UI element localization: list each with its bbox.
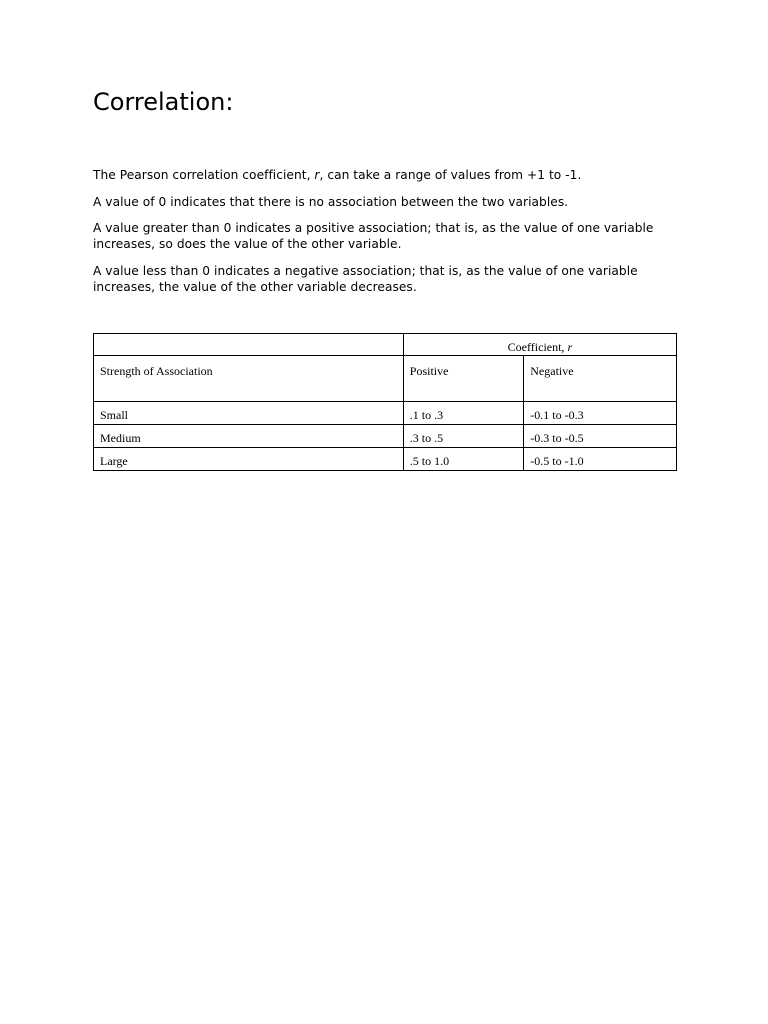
- strength-cell: Small: [94, 402, 404, 425]
- positive-cell: .3 to .5: [403, 425, 523, 448]
- strength-cell: Large: [94, 448, 404, 471]
- table-row: [94, 425, 677, 448]
- coefficient-symbol: r: [314, 168, 320, 182]
- positive-cell: .5 to 1.0: [403, 448, 523, 471]
- paragraph-positive: A value greater than 0 indicates a positive association; that is, as the value of one variable increases, so does the value of the other variable.: [93, 221, 654, 251]
- coefficient-header-cell: [403, 334, 676, 356]
- negative-cell: -0.5 to -1.0: [524, 448, 677, 471]
- strength-cell: Medium: [94, 425, 404, 448]
- paragraph-range-text-start: The Pearson correlation coefficient,: [93, 168, 315, 182]
- positive-cell: .1 to .3: [403, 402, 523, 425]
- table-row: [94, 448, 677, 471]
- table-header-empty-cell: [94, 334, 404, 356]
- table-header-row-coefficient: [94, 334, 677, 356]
- table-header-row-columns: [94, 356, 677, 402]
- positive-header-cell: Positive: [403, 356, 523, 402]
- paragraph-range-text-end: , can take a range of values from +1 to -1.: [319, 168, 582, 182]
- paragraph-negative: A value less than 0 indicates a negative association; that is, as the value of one variable increases, the value of the other variable decreases.: [93, 264, 638, 294]
- negative-cell: -0.3 to -0.5: [524, 425, 677, 448]
- paragraph-range: [93, 167, 683, 183]
- coefficient-header-label: Coefficient,: [507, 340, 568, 354]
- page-title: Correlation:: [93, 88, 234, 116]
- strength-header-cell: Strength of Association: [94, 356, 404, 402]
- table-row: [94, 402, 677, 425]
- association-table: [93, 333, 677, 471]
- negative-header-cell: Negative: [524, 356, 677, 402]
- coefficient-header-symbol: r: [567, 340, 573, 354]
- paragraph-zero: A value of 0 indicates that there is no association between the two variables.: [93, 195, 569, 209]
- negative-cell: -0.1 to -0.3: [524, 402, 677, 425]
